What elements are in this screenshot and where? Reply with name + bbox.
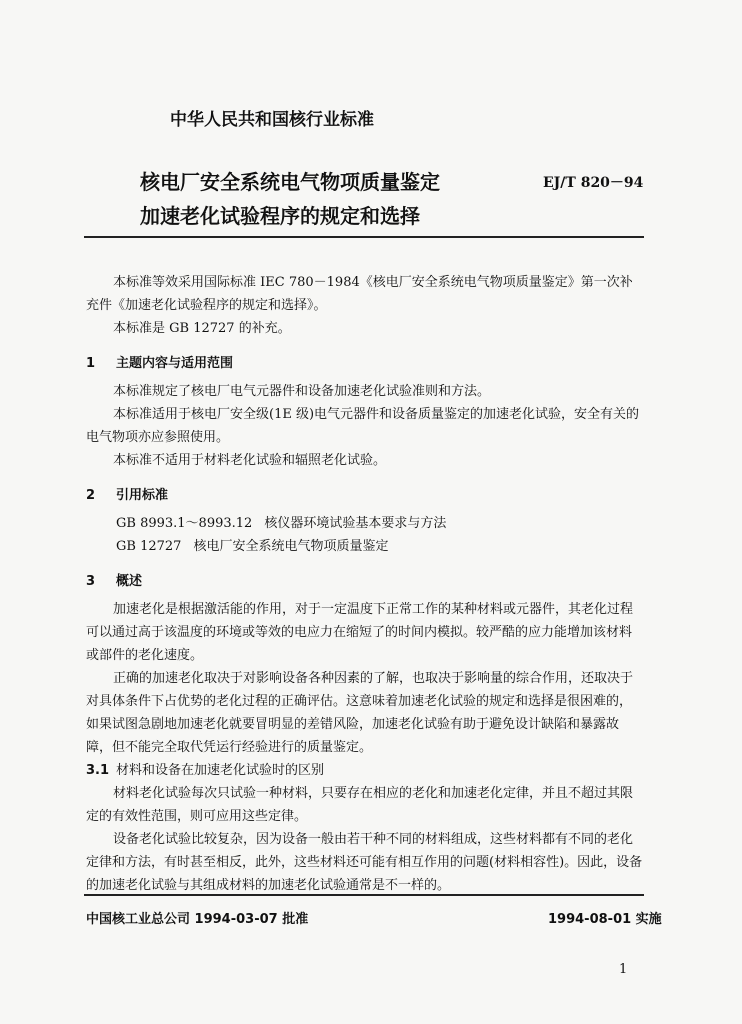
reference-title: 核电厂安全系统电气物项质量鉴定: [193, 539, 389, 554]
implementation-date: 1994-08-01 实施: [548, 912, 662, 927]
section-2-heading: [86, 484, 168, 503]
reference-code: GB 8993.1～8993.12: [116, 516, 253, 531]
section-number: 1: [86, 356, 96, 371]
top-divider: [84, 236, 644, 238]
bottom-divider: [84, 894, 644, 896]
standard-title-line1: 核电厂安全系统电气物项质量鉴定: [140, 170, 440, 194]
standard-title-line2: 加速老化试验程序的规定和选择: [140, 204, 420, 228]
reference-item: [116, 535, 388, 554]
intro-paragraph-2: 本标准是 GB 12727 的补充。: [113, 321, 291, 336]
section-3-heading: [86, 570, 142, 589]
section-3-1-paragraph-2: 设备老化试验比较复杂，因为设备一般由若干种不同的材料组成，这些材料都有不同的老化定律和方法，有时甚至相反，此外，这些材料还可能有相互作用的问题(材料相容性)。因此，设备的加速老化试验与其组成材料的加速老化试验通常是不一样的。: [86, 832, 643, 893]
intro-paragraph-1: 本标准等效采用国际标准 IEC 780－1984《核电厂安全系统电气物项质量鉴定》第一次补充件《加速老化试验程序的规定和选择》。: [86, 275, 633, 313]
section-3-1-heading: [86, 759, 324, 778]
approval-date: 中国核工业总公司 1994-03-07 批准: [86, 912, 309, 927]
section-number: 3.1: [86, 763, 110, 778]
section-3-1-paragraph-1: 材料老化试验每次只试验一种材料，只要存在相应的老化和加速老化定律，并且不超过其限定的有效性范围，则可应用这些定律。: [86, 786, 634, 824]
reference-code: GB 12727: [116, 539, 182, 554]
section-1-paragraph-2: 本标准适用于核电厂安全级(1E 级)电气元器件和设备质量鉴定的加速老化试验，安全有关的电气物项亦应参照使用。: [86, 407, 640, 445]
reference-title: 核仪器环境试验基本要求与方法: [264, 516, 447, 531]
section-3-paragraph-2: 正确的加速老化取决于对影响设备各种因素的了解，也取决于影响量的综合作用，还取决于对具体条件下占优势的老化过程的正确评估。这意味着加速老化试验的规定和选择是很困难的，如果试图急剧地加速老化就要冒明显的差错风险，加速老化试验有助于避免设计缺陷和暴露故障，但不能完全取代凭运行经验进行的质量鉴定。: [86, 671, 634, 755]
section-title: 引用标准: [116, 488, 169, 503]
section-1-paragraph-1: 本标准规定了核电厂电气元器件和设备加速老化试验准则和方法。: [113, 384, 491, 399]
page-number: 1: [619, 962, 628, 977]
standard-code: EJ/T 820－94: [543, 175, 644, 191]
section-1-paragraph-3: 本标准不适用于材料老化试验和辐照老化试验。: [113, 453, 387, 468]
reference-item: [116, 512, 446, 531]
issuing-org-heading: 中华人民共和国核行业标准: [170, 110, 374, 130]
section-1-heading: [86, 352, 233, 371]
section-title: 概述: [116, 574, 143, 589]
section-3-paragraph-1: 加速老化是根据激活能的作用，对于一定温度下正常工作的某种材料或元器件，其老化过程可以通过高于该温度的环境或等效的电应力在缩短了的时间内模拟。较严酷的应力能增加该材料或部件的老化速度。: [86, 602, 634, 663]
section-number: 2: [86, 488, 96, 503]
section-title: 材料和设备在加速老化试验时的区别: [116, 763, 325, 778]
section-title: 主题内容与适用范围: [116, 356, 234, 371]
section-number: 3: [86, 574, 96, 589]
